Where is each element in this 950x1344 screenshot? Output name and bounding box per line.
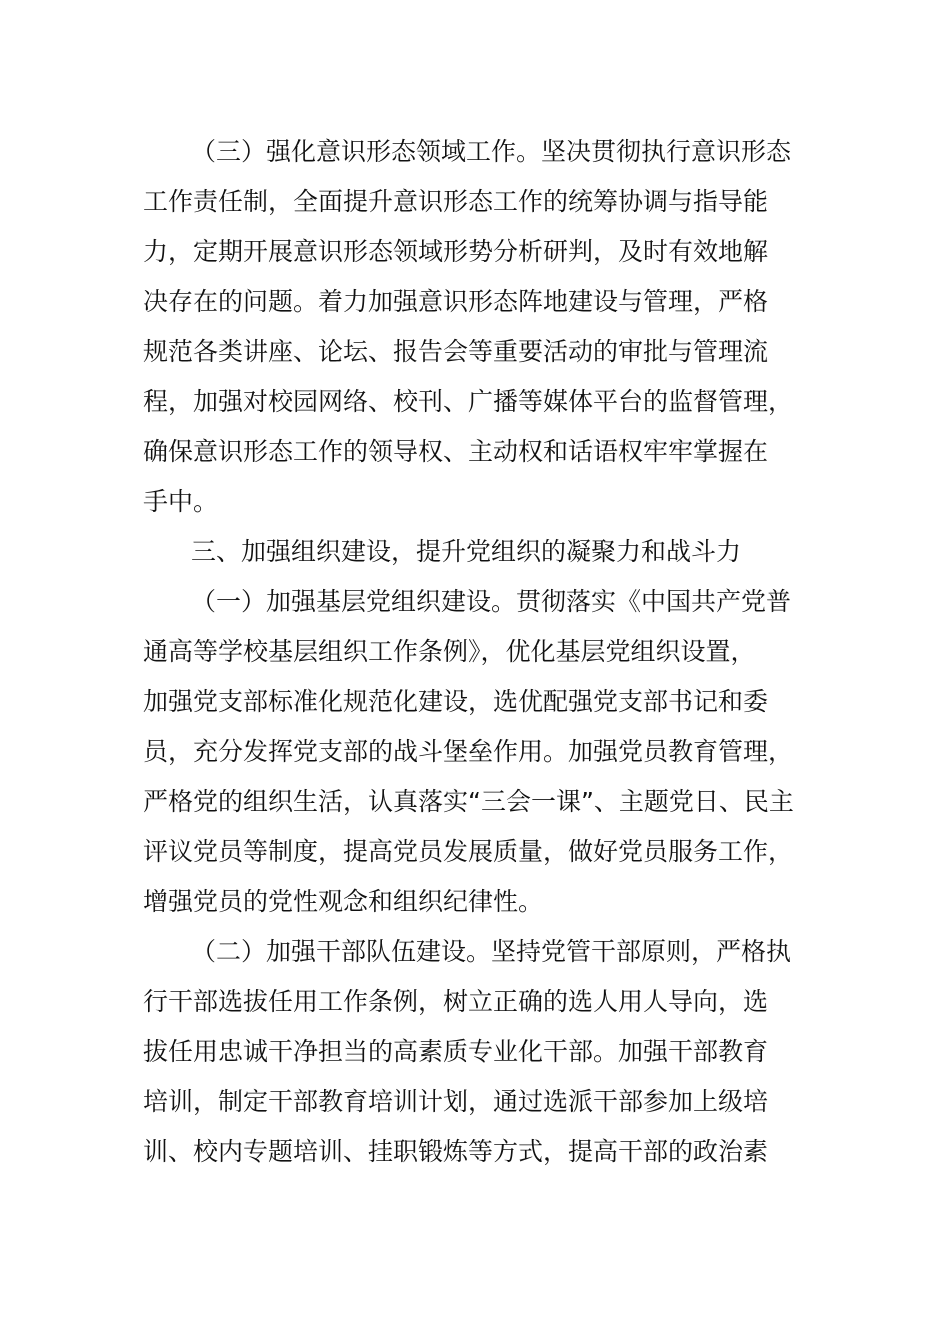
paragraph-1-line-4: 员，充分发挥党支部的战斗堡垒作用。加强党员教育管理，: [143, 737, 794, 766]
paragraph-2-line-1: （二）加强干部队伍建设。坚持党管干部原则，严格执: [191, 937, 792, 966]
paragraph-3-line-4: 决存在的问题。着力加强意识形态阵地建设与管理，严格: [143, 287, 769, 316]
paragraph-1-line-5: 严格党的组织生活，认真落实“三会一课”、主题党日、民主: [143, 787, 794, 816]
section-heading-3: 三、加强组织建设，提升党组织的凝聚力和战斗力: [191, 537, 742, 566]
paragraph-3-line-8: 手中。: [143, 487, 219, 516]
paragraph-3-line-3: 力，定期开展意识形态领域形势分析研判，及时有效地解: [143, 237, 769, 266]
paragraph-3-line-2: 工作责任制，全面提升意识形态工作的统筹协调与指导能: [143, 187, 769, 216]
paragraph-3-line-5: 规范各类讲座、论坛、报告会等重要活动的审批与管理流: [143, 337, 769, 366]
paragraph-2-line-3: 拔任用忠诚干净担当的高素质专业化干部。加强干部教育: [143, 1037, 769, 1066]
paragraph-1-line-7: 增强党员的党性观念和组织纪律性。: [143, 887, 544, 916]
paragraph-3-line-1: （三）强化意识形态领域工作。坚决贯彻执行意识形态: [191, 137, 792, 166]
paragraph-1-line-3: 加强党支部标准化规范化建设，选优配强党支部书记和委: [143, 687, 769, 716]
paragraph-3-line-6: 程，加强对校园网络、校刊、广播等媒体平台的监督管理，: [143, 387, 794, 416]
paragraph-1-line-1: （一）加强基层党组织建设。贯彻落实《中国共产党普: [191, 587, 792, 616]
paragraph-2-line-4: 培训，制定干部教育培训计划，通过选派干部参加上级培: [143, 1087, 769, 1116]
paragraph-3-line-7: 确保意识形态工作的领导权、主动权和话语权牢牢掌握在: [143, 437, 769, 466]
paragraph-2-line-5: 训、校内专题培训、挂职锻炼等方式，提高干部的政治素: [143, 1137, 769, 1166]
paragraph-1-line-2: 通高等学校基层组织工作条例》，优化基层党组织设置，: [143, 637, 756, 666]
paragraph-2-line-2: 行干部选拔任用工作条例，树立正确的选人用人导向，选: [143, 987, 769, 1016]
document-body: [143, 127, 807, 1177]
paragraph-1-line-6: 评议党员等制度，提高党员发展质量，做好党员服务工作，: [143, 837, 794, 866]
